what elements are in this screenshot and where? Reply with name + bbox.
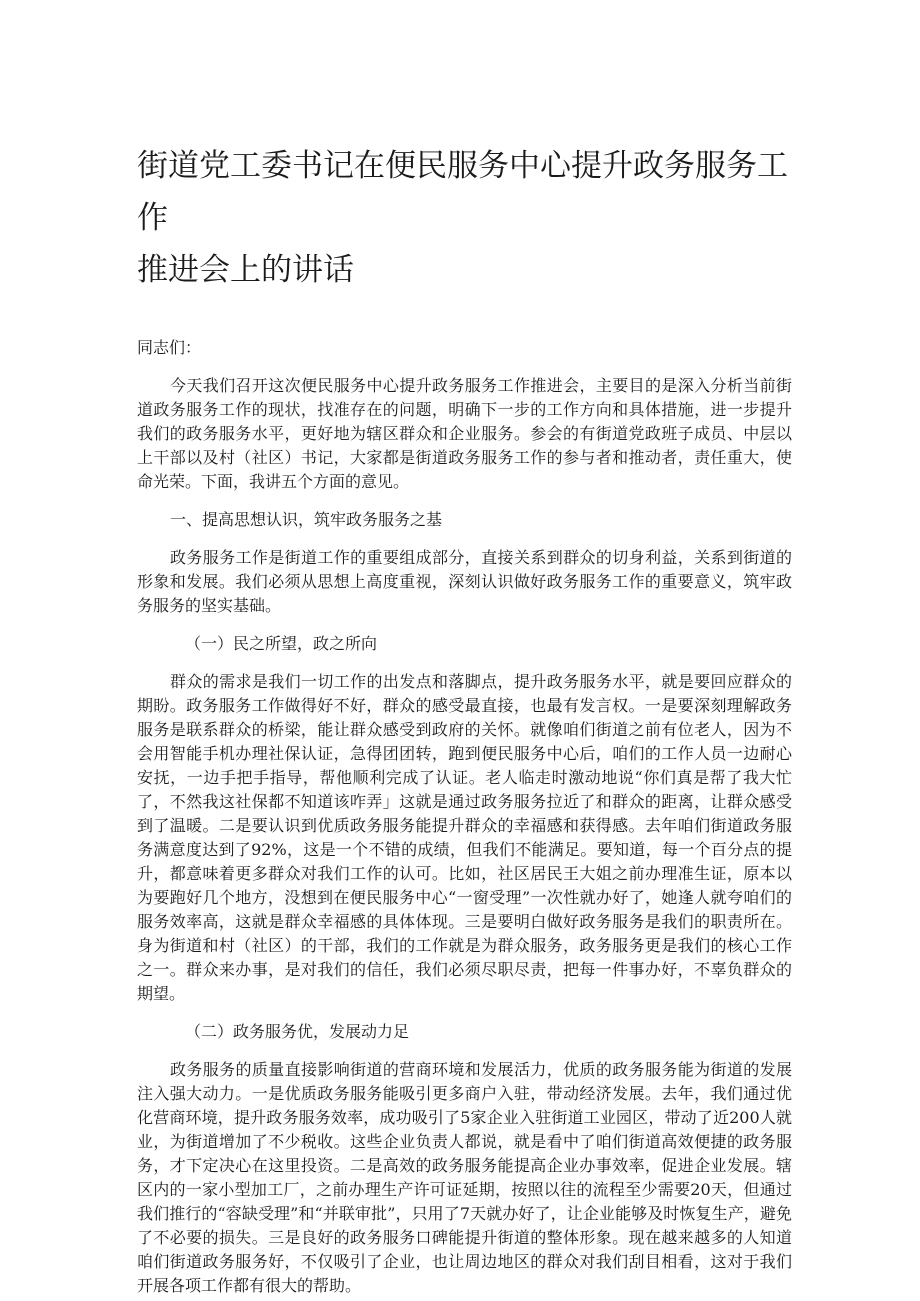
salutation: 同志们：: [137, 338, 202, 357]
subsection-1-heading: （一）民之所望，政之所向: [185, 634, 378, 653]
section-1-paragraph: 政务服务工作是街道工作的重要组成部分，直接关系到群众的切身利益，关系到街道的形象和发展。我们必须从思想上高度重视，深刻认识做好政务服务工作的重要意义，筑牢政务服务的坚实基础。: [137, 548, 792, 615]
subsection-2-heading: （二）政务服务优，发展动力足: [185, 1022, 410, 1041]
subsection-2-paragraph: 政务服务的质量直接影响街道的营商环境和发展活力，优质的政务服务能为街道的发展注入强大动力。一是优质政务服务能吸引更多商户入驻，带动经济发展。去年，我们通过优化营商环境，提升政务服务效率，成功吸引了5家企业入驻街道工业园区，带动了近200人就业，为街道增加了不少税收。这些企业负责人都说，就是看中了咱们街道高效便捷的政务服务，才下定决心在这里投资。二是高效的政务服务能提高企业办事效率，促进企业发展。辖区内的一家小型加工厂，之前办理生产许可证延期，按照以往的流程至少需要20天，但通过我们推行的“容缺受理”和“并联审批”，只用了7天就办好了，让企业能够及时恢复生产，避免了不必要的损失。三是良好的政务服务口碑能提升街道的整体形象。现在越来越多的人知道咱们街道政务服务好，不仅吸引了企业，也让周边地区的群众对我们刮目相看，这对于我们开展各项工作都有很大的帮助。: [137, 1060, 792, 1295]
section-1-heading: 一、提高思想认识，筑牢政务服务之基: [170, 510, 443, 529]
subsection-1-paragraph: 群众的需求是我们一切工作的出发点和落脚点，提升政务服务水平，就是要回应群众的期盼。政务服务工作做得好不好，群众的感受最直接，也最有发言权。一是要深刻理解政务服务是联系群众的桥梁，能让群众感受到政府的关怀。就像咱们街道之前有位老人，因为不会用智能手机办理社保认证，急得团团转，跑到便民服务中心后，咱们的工作人员一边耐心安抚，一边手把手指导，帮他顺利完成了认证。老人临走时激动地说“你们真是帮了我大忙了，不然我这社保都不知道该咋弄」这就是通过政务服务拉近了和群众的距离，让群众感受到了温暖。二是要认识到优质政务服务能提升群众的幸福感和获得感。去年咱们街道政务服务满意度达到了92%，这是一个不错的成绩，但我们不能满足。要知道，每一个百分点的提升，都意味着更多群众对我们工作的认可。比如，社区居民王大姐之前办理准生证，原本以为要跑好几个地方，没想到在便民服务中心“一窗受理”一次性就办好了，她逢人就夸咱们的服务效率高，这就是群众幸福感的具体体现。三是要明白做好政务服务是我们的职责所在。身为街道和村（社区）的干部，我们的工作就是为群众服务，政务服务更是我们的核心工作之一。群众来办事，是对我们的信任，我们必须尽职尽责，把每一件事办好，不辜负群众的期望。: [137, 672, 792, 1003]
title-line-2: 推进会上的讲话: [137, 252, 354, 288]
intro-paragraph: 今天我们召开这次便民服务中心提升政务服务工作推进会，主要目的是深入分析当前街道政务服务工作的现状，找准存在的问题，明确下一步的工作方向和具体措施，进一步提升我们的政务服务水平，更好地为辖区群众和企业服务。参会的有街道党政班子成员、中层以上干部以及村（社区）书记，大家都是街道政务服务工作的参与者和推动者，责任重大，使命光荣。下面，我讲五个方面的意见。: [137, 376, 792, 491]
title-line-1: 街道党工委书记在便民服务中心提升政务服务工作: [137, 148, 788, 236]
document-title: [137, 140, 792, 296]
